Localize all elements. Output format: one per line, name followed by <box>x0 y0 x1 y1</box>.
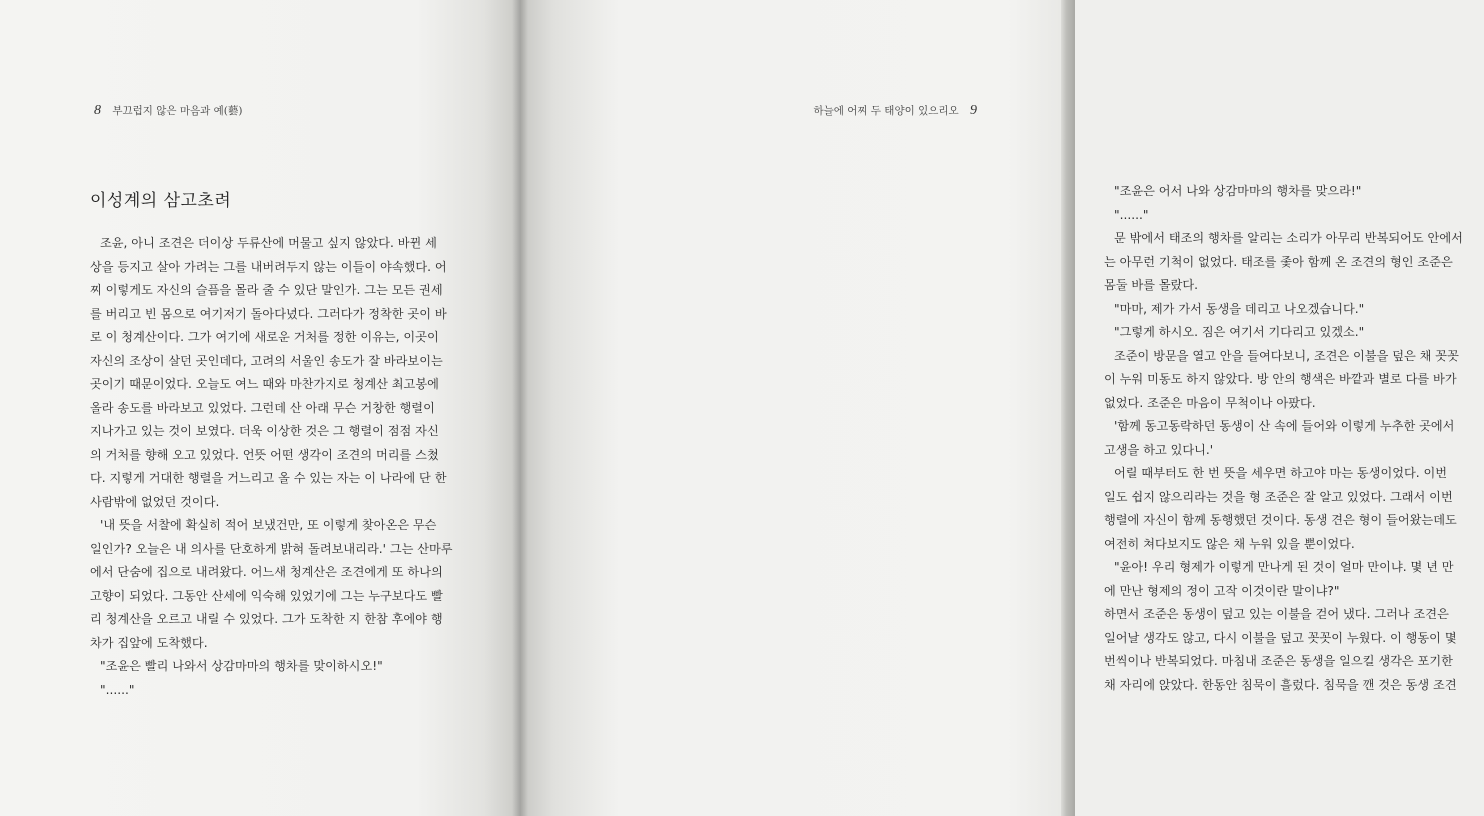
text-line: 어릴 때부터도 한 번 뜻을 세우면 하고야 마는 동생이었다. 이번 <box>1114 466 1448 480</box>
text-line: 차가 집앞에 도착했다. <box>90 635 208 650</box>
left-body-text <box>90 232 462 702</box>
right-page-number: 9 <box>970 103 977 118</box>
text-line: 일인가? 오늘은 내 의사를 단호하게 밝혀 돌려보내리라.' 그는 산마루 <box>90 541 453 556</box>
text-line: "......" <box>100 682 135 697</box>
text-line: 에 만난 형제의 정이 고작 이것이란 말이냐?" <box>1104 583 1340 598</box>
left-page-number: 8 <box>94 103 101 118</box>
text-line: 상을 등지고 살아 가려는 그를 내버려두지 않는 이들이 야속했다. 어 <box>90 259 447 274</box>
text-line: 하면서 조준은 동생이 덮고 있는 이불을 걷어 냈다. 그러나 조견은 <box>1104 607 1449 621</box>
text-line: 의 거처를 향해 오고 있었다. 언뜻 어떤 생각이 조견의 머리를 스쳤 <box>90 447 439 462</box>
text-line: 고향이 되었다. 그동안 산세에 익숙해 있었기에 그는 누구보다도 빨 <box>90 588 443 603</box>
text-line: 를 버리고 빈 몸으로 여기저기 돌아다녔다. 그러다가 정착한 곳이 바 <box>90 306 447 321</box>
left-page <box>0 0 520 816</box>
text-line: '함께 동고동락하던 동생이 산 속에 들어와 이렇게 누추한 곳에서 <box>1114 419 1455 433</box>
text-line: "윤아! 우리 형제가 이렇게 만나게 된 것이 얼마 만이냐. 몇 년 만 <box>1114 560 1454 574</box>
text-line: 로 이 청계산이다. 그가 여기에 새로운 거처를 정한 이유는, 이곳이 <box>90 330 439 344</box>
text-line: 자신의 조상이 살던 곳인데다, 고려의 서울인 송도가 잘 바라보이는 <box>90 353 443 368</box>
text-line: 조윤, 아니 조견은 더이상 두류산에 머물고 싶지 않았다. 바뀐 세 <box>100 236 437 250</box>
text-line: 고생을 하고 있다니.' <box>1104 442 1214 457</box>
text-line: 는 아무런 기척이 없었다. 태조를 좇아 함께 온 조견의 형인 조준은 <box>1104 254 1453 269</box>
text-line: "마마, 제가 가서 동생을 데리고 나오겠습니다." <box>1114 301 1365 316</box>
right-running-title: 하늘에 어찌 두 태양이 있으리오 <box>813 105 959 117</box>
text-line: 번씩이나 반복되었다. 마침내 조준은 동생을 일으킬 생각은 포기한 <box>1104 654 1453 668</box>
text-line: 찌 이렇게도 자신의 슬픔을 몰라 줄 수 있단 말인가. 그는 모든 권세 <box>90 283 443 297</box>
text-line: 이 누워 미동도 하지 않았다. 방 안의 행색은 바깥과 별로 다를 바가 <box>1104 372 1457 386</box>
page-stack-edge <box>1061 0 1075 816</box>
book-gutter <box>512 0 528 816</box>
text-line: 지나가고 있는 것이 보였다. 더욱 이상한 것은 그 행렬이 점점 자신 <box>90 424 439 438</box>
text-line: 몸둘 바를 몰랐다. <box>1104 278 1199 292</box>
text-line: 조준이 방문을 열고 안을 들여다보니, 조견은 이불을 덮은 채 꼿꼿 <box>1114 348 1459 363</box>
text-line: 일어날 생각도 않고, 다시 이불을 덮고 꼿꼿이 누웠다. 이 행동이 몇 <box>1104 630 1457 645</box>
text-line: 여전히 쳐다보지도 않은 채 누워 있을 뿐이었다. <box>1104 536 1355 551</box>
left-page-header <box>94 103 242 119</box>
text-line: "......" <box>1114 207 1149 222</box>
text-line: "조윤은 빨리 나와서 상감마마의 행차를 맞이하시오!" <box>100 659 383 673</box>
right-page-header <box>813 103 977 119</box>
text-line: "조윤은 어서 나와 상감마마의 행차를 맞으라!" <box>1114 184 1362 198</box>
text-line: "그렇게 하시오. 짐은 여기서 기다리고 있겠소." <box>1114 325 1365 339</box>
text-line: 일도 쉽지 않으리라는 것을 형 조준은 잘 알고 있었다. 그래서 이번 <box>1104 489 1453 504</box>
text-line: 사람밖에 없었던 것이다. <box>90 494 220 509</box>
text-line: 행렬에 자신이 함께 동행했던 것이다. 동생 견은 형이 들어왔는데도 <box>1104 513 1457 527</box>
text-line: 에서 단숨에 집으로 내려왔다. 어느새 청계산은 조견에게 또 하나의 <box>90 565 443 579</box>
text-line: 리 청계산을 오르고 내릴 수 있었다. 그가 도착한 지 한참 후에야 행 <box>90 612 443 626</box>
left-running-title: 부끄럽지 않은 마음과 예(藝) <box>112 105 243 117</box>
text-line: 올라 송도를 바라보고 있었다. 그런데 산 아래 무슨 거창한 행렬이 <box>90 400 435 415</box>
text-line: 없었다. 조준은 마음이 무척이나 아팠다. <box>1104 395 1316 410</box>
text-line: 다. 지렇게 거대한 행렬을 거느리고 올 수 있는 자는 이 나라에 단 한 <box>90 471 447 485</box>
text-line: 문 밖에서 태조의 행차를 알리는 소리가 아무리 반복되어도 안에서 <box>1114 231 1463 245</box>
text-line: 곳이기 때문이었다. 오늘도 여느 때와 마찬가지로 청계산 최고봉에 <box>90 377 439 391</box>
chapter-title: 이성계의 삼고초려 <box>90 191 232 211</box>
right-body-text <box>1104 180 1484 697</box>
text-line: '내 뜻을 서찰에 확실히 적어 보냈건만, 또 이렇게 찾아온은 무슨 <box>100 518 437 532</box>
right-page <box>520 0 1463 816</box>
text-line: 채 자리에 앉았다. 한동안 침묵이 흘렀다. 침묵을 깬 것은 동생 조견 <box>1104 677 1457 692</box>
